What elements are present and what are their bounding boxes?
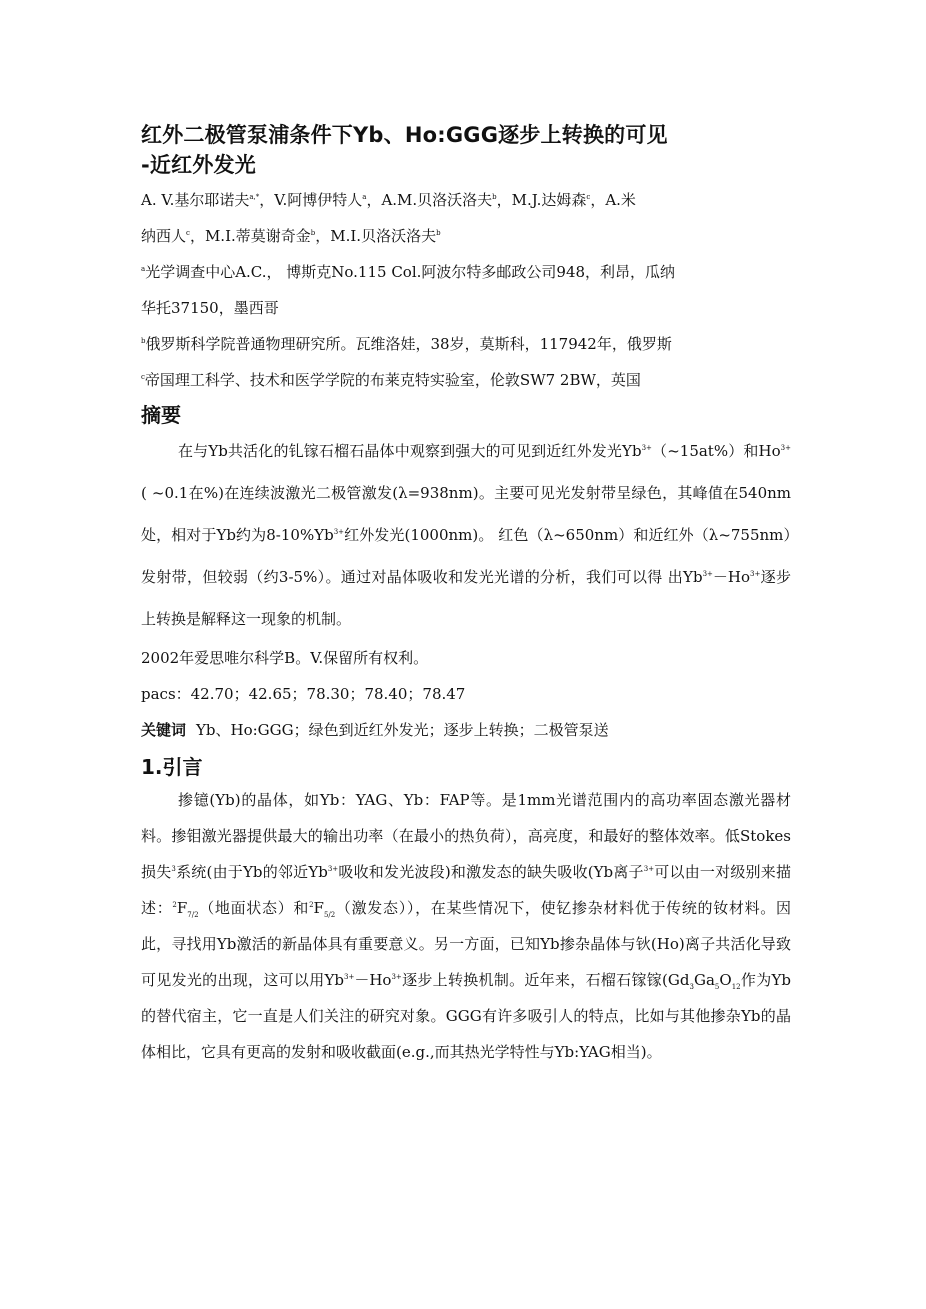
intro-sup-1: 3: [171, 865, 176, 873]
keywords-line: [141, 712, 791, 748]
author-3: ，A.M.贝洛沃洛夫: [366, 191, 493, 209]
author-5-affil: c: [186, 229, 190, 237]
abstract-text-4: 红外发光(1000nm)。 红色（λ~650nm）和近红外（λ~755nm）发射带，但较弱（约3-5%）。通过对晶体吸收和发光光谱的分析，我们可以得 出Yb: [141, 526, 791, 586]
intro-sub-7: 5/2: [323, 911, 336, 919]
affiliation-c-marker: c: [141, 373, 145, 381]
document-page: [141, 120, 791, 1070]
abstract-text-6: 逐步上转换是解释这一现象的机制。: [141, 568, 791, 628]
abstract-sup-1: 3+: [641, 444, 652, 452]
author-7-affil: b: [436, 229, 441, 237]
affiliation-a-marker: a: [141, 265, 146, 273]
intro-sub-11: 5: [714, 983, 720, 991]
intro-text-8: （激发态）），在某些情况下，使钇掺杂材料优于传统的钕材料。因此，寻找用Yb激活的新晶体具有重要意义。另一方面，已知Yb掺杂晶体与钬(Ho)离子共活化导致可见发光的出现，这可以用Yb: [141, 899, 791, 989]
author-5-part-2: 纳西人: [141, 227, 187, 245]
author-6: ，M.I.蒂莫谢奇金: [189, 227, 311, 245]
abstract-text-2: （~15at%）和Ho: [651, 442, 781, 460]
affiliation-b: [141, 326, 791, 362]
introduction-heading: 1.引言: [141, 755, 203, 779]
intro-text-1: 掺镱(Yb)的晶体，如Yb：YAG、Yb：FAP等。是1mm光谱范围内的高功率固态激光器材料。掺钼激光器提供最大的输出功率（在最小的热负荷），高亮度，和最好的整体效率。低Stokes损失: [141, 791, 791, 881]
author-1: A. V.基尔耶诺夫: [141, 191, 250, 209]
intro-text-10: 逐步上转换机制。近年来，石榴石镓镓(Gd: [401, 971, 690, 989]
abstract-sup-2: 3+: [780, 444, 791, 452]
intro-sup-2: 3+: [327, 865, 339, 873]
intro-text-11: Ga: [693, 971, 715, 989]
title-line-2: -近红外发光: [141, 153, 256, 177]
affiliation-a-line-1: 光学调查中心A.C.， 博斯克No.115 Col.阿波尔特多邮政公司948，利昂，瓜纳: [145, 263, 676, 281]
author-3-affil: b: [492, 193, 497, 201]
intro-sub-12: 12: [731, 983, 741, 991]
affiliation-b-marker: b: [141, 337, 146, 345]
keywords-text: Yb、Ho:GGG；绿色到近红外发光；逐步上转换；二极管泵送: [196, 721, 609, 739]
author-5-part-1: ，A.米: [590, 191, 636, 209]
intro-sup-6: 2: [309, 901, 314, 909]
paper-title: [141, 120, 791, 180]
author-6-affil: b: [310, 229, 316, 237]
intro-text-4: 可以由一对级别来描述：: [141, 863, 791, 917]
introduction-body: [141, 782, 791, 1070]
intro-text-9: －Ho: [354, 971, 392, 989]
affiliation-a-line-2: 华托37150，墨西哥: [141, 299, 279, 317]
abstract-sup-3: 3+: [333, 528, 345, 536]
author-4: ，M.J.达姆森: [496, 191, 587, 209]
intro-sub-5: 7/2: [187, 911, 199, 919]
author-2: ，V.阿博伊特人: [259, 191, 363, 209]
intro-sub-10: 3: [689, 983, 694, 991]
copyright-notice: 2002年爱思唯尔科学B。V.保留所有权利。: [141, 649, 429, 667]
title-line-1: 红外二极管泵浦条件下Yb、Ho:GGG逐步上转换的可见: [141, 123, 668, 147]
intro-text-7: F: [313, 899, 324, 917]
keywords-label: 关键词: [141, 721, 187, 739]
author-4-affil: c: [586, 193, 591, 201]
intro-text-12: O: [719, 971, 732, 989]
abstract-heading: 摘要: [141, 403, 181, 427]
author-2-affil: a: [362, 193, 367, 201]
affiliation-b-text: 俄罗斯科学院普通物理研究所。瓦维洛娃，38岁，莫斯科，117942年，俄罗斯: [145, 335, 672, 353]
intro-text-6: （地面状态）和: [198, 899, 310, 917]
intro-sup-8: 3+: [344, 973, 355, 981]
affiliation-a: [141, 254, 791, 326]
abstract-text-1: 在与Yb共活化的钆镓石榴石晶体中观察到强大的可见到近红外发光Yb: [178, 442, 642, 460]
author-list: [141, 182, 791, 254]
intro-text-5: F: [176, 899, 188, 917]
intro-sup-3: 3+: [643, 865, 655, 873]
affiliation-c-text: 帝国理工科学、技术和医学学院的布莱克特实验室，伦敦SW7 2BW，英国: [144, 371, 641, 389]
abstract-sup-5: 3+: [750, 570, 761, 578]
intro-text-3: 吸收和发光波段)和激发态的缺失吸收(Yb离子: [338, 863, 644, 881]
pacs-codes: pacs：42.70；42.65；78.30；78.40；78.47: [141, 685, 466, 703]
abstract-sup-4: 3+: [702, 570, 713, 578]
intro-text-2: 系统(由于Yb的邻近Yb: [175, 863, 328, 881]
affiliation-c: [141, 362, 791, 398]
intro-sup-4: 2: [172, 901, 177, 909]
author-1-affil: a,*: [249, 193, 260, 201]
abstract-text-3: ( ~0.1在%)在连续波激光二极管激发(λ=938nm)。主要可见光发射带呈绿色，其峰值在540nm处，相对于Yb约为8-10%Yb: [141, 484, 791, 544]
abstract-text-5: －Ho: [712, 568, 751, 586]
abstract-body: [141, 430, 791, 640]
author-7: ，M.I.贝洛沃洛夫: [315, 227, 437, 245]
intro-sup-9: 3+: [391, 973, 402, 981]
intro-text-13: 作为Yb的替代宿主，它一直是人们关注的研究对象。GGG有许多吸引人的特点，比如与其他掺杂Yb的晶体相比，它具有更高的发射和吸收截面(e.g.,而其热光学特性与Yb:YAG相当)。: [141, 971, 791, 1061]
